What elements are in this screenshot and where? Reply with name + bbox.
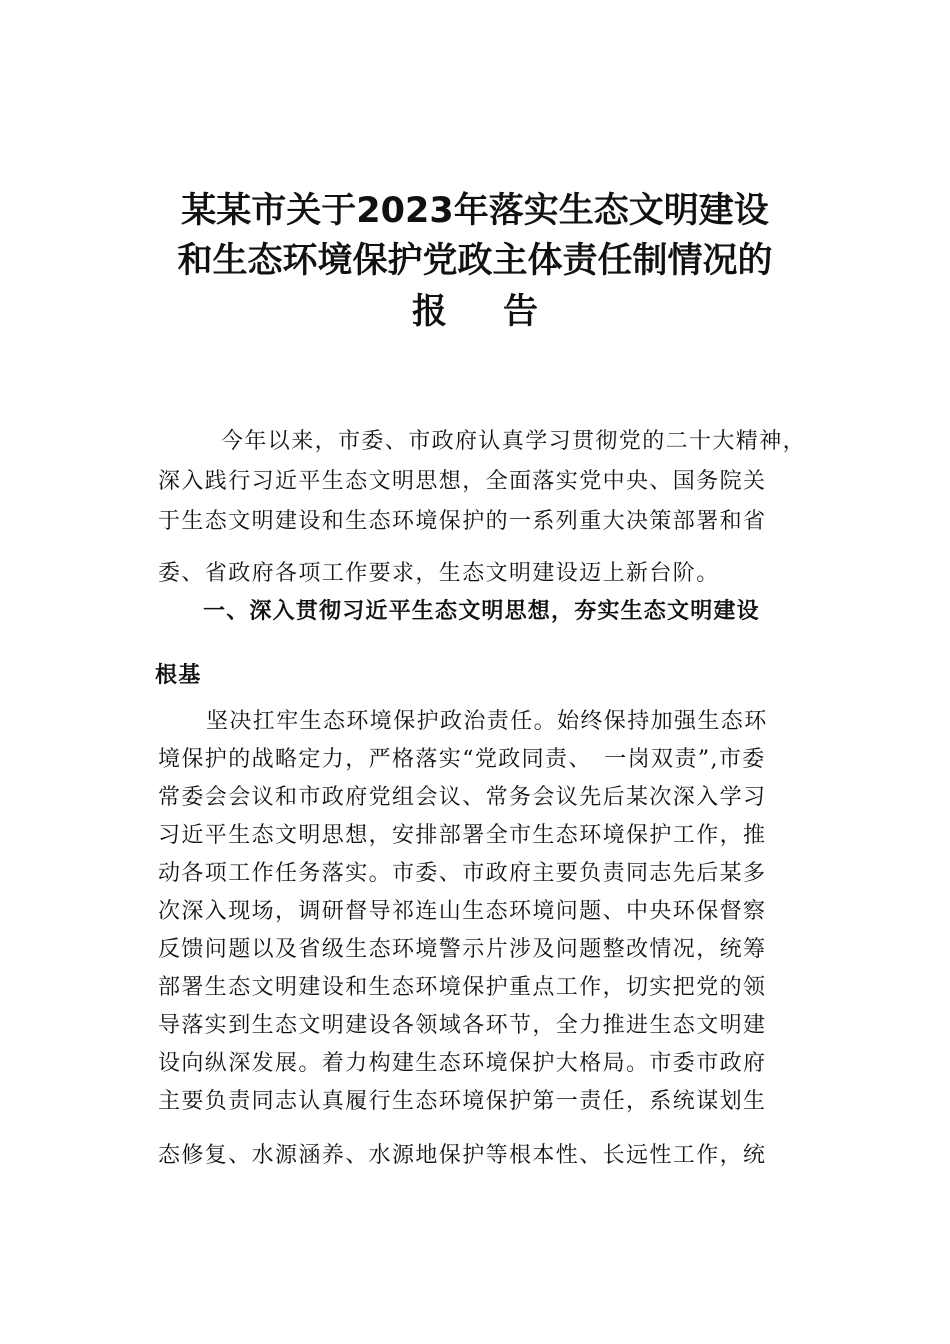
intro-line-1: 今年以来，市委、市政府认真学习贯彻党的二十大精神，	[221, 429, 807, 454]
body-line-4: 习近平生态文明思想，安排部署全市生态环境保护工作，推	[158, 823, 767, 848]
body-line-7: 反馈问题以及省级生态环境警示片涉及问题整改情况，统筹	[158, 937, 767, 962]
body-line-11: 主要负责同志认真履行生态环境保护第一责任，系统谋划生	[158, 1089, 767, 1114]
body-line-6: 次深入现场，调研督导祁连山生态环境问题、中央环保督察	[158, 899, 767, 924]
body-line-5: 动各项工作任务落实。市委、市政府主要负责同志先后某多	[158, 861, 767, 886]
body-line-10: 设向纵深发展。着力构建生态环境保护大格局。市委市政府	[158, 1051, 767, 1076]
section-heading-line-2: 根基	[155, 663, 202, 688]
section-heading-line-1: 一、深入贯彻习近平生态文明思想，夯实生态文明建设	[203, 599, 760, 624]
body-line-8: 部署生态文明建设和生态环境保护重点工作，切实把党的领	[158, 975, 767, 1000]
document-title-line-2: 和生态环境保护党政主体责任制情况的	[177, 241, 773, 281]
document-title-line-3: 报告	[411, 292, 594, 332]
body-line-12: 态修复、水源涵养、水源地保护等根本性、长远性工作，统	[158, 1143, 767, 1168]
body-line-3: 常委会会议和市政府党组会议、常务会议先后某次深入学习	[158, 785, 767, 810]
body-line-1: 坚决扛牢生态环境保护政治责任。始终保持加强生态环	[206, 709, 768, 734]
body-line-9: 导落实到生态文明建设各领域各环节，全力推进生态文明建	[158, 1013, 767, 1038]
document-title-line-1: 某某市关于2023年落实生态文明建设	[181, 191, 769, 231]
intro-line-4: 委、省政府各项工作要求，生态文明建设迈上新台阶。	[158, 561, 720, 586]
intro-line-3: 于生态文明建设和生态环境保护的一系列重大决策部署和省	[158, 509, 767, 534]
intro-line-2: 深入践行习近平生态文明思想，全面落实党中央、国务院关	[158, 469, 767, 494]
body-line-2: 境保护的战略定力，严格落实“党政同责、 一岗双责”,市委	[158, 747, 766, 772]
